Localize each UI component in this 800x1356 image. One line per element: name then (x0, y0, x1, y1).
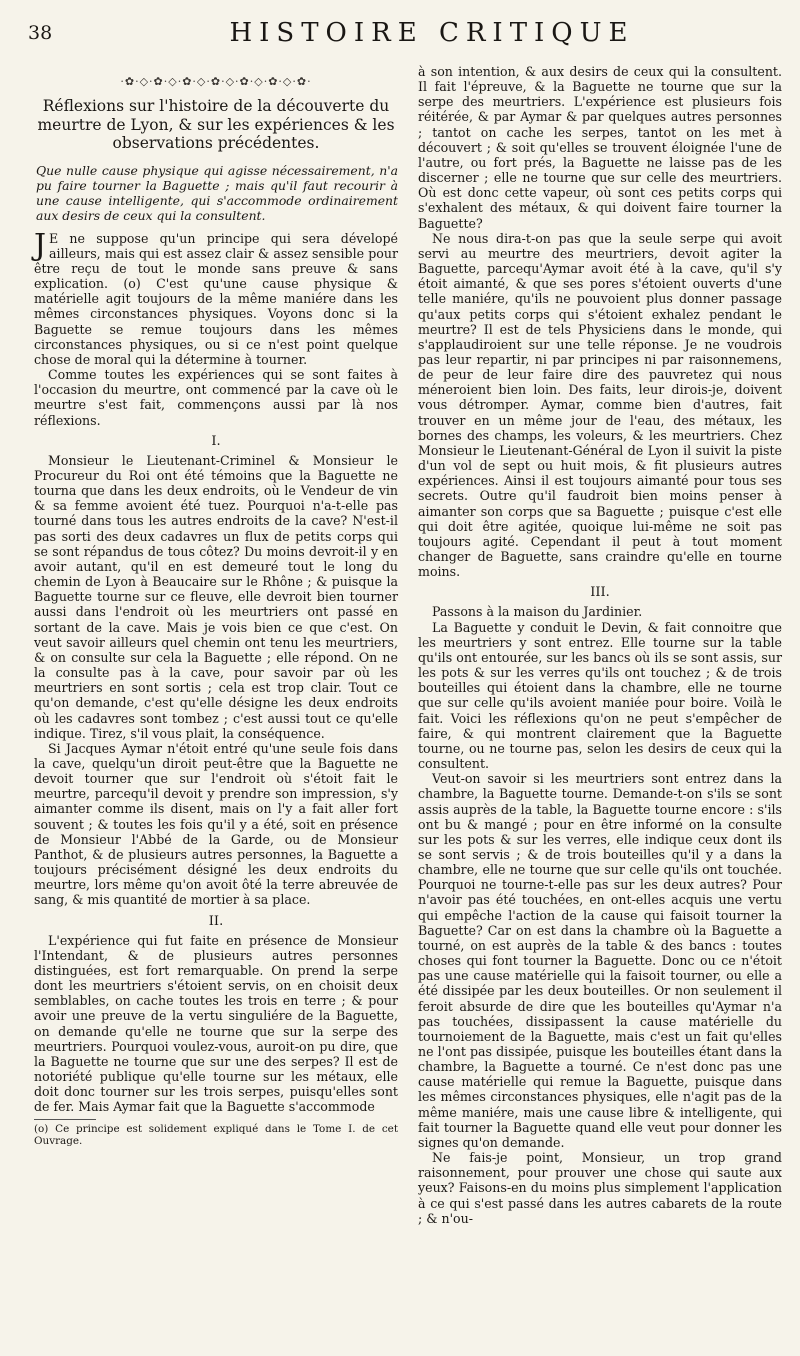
running-head (28, 14, 780, 48)
paragraph: à son intention, & aux desirs de ceux qui la consultent. Il fait l'épreuve, & la Baguette ne tourne que sur la serpe des meurtriers. L'expérience est plusieurs fois réitérée, & par Aymar & par quelques autres personnes ; tantot on cache les serpes, tantot on les met à découvert ; & soit qu'elles se trouvent éloignée l'une de l'autre, ou fort prés, la Baguette ne laisse pas de les discerner ; elle ne tourne que sur celle des meurtriers. Où est donc cette vapeur, où sont ces petits corps qui s'exhalent des métaux, & qui doivent faire tourner la Baguette? (418, 64, 782, 231)
section-heading: Réflexions sur l'histoire de la découverte du meurtre de Lyon, & sur les expériences & les observations précédentes. (37, 97, 395, 153)
footnote: (o) Ce principe est solidement expliqué dans le Tome I. de cet Ouvrage. (34, 1122, 398, 1148)
page-number: 38 (28, 22, 53, 44)
paragraph: L'expérience qui fut faite en présence de Monsieur l'Intendant, & de plusieurs autres personnes distinguées, est fort remarquable. On prend la serpe dont les meurtriers s'étoient servis, on en choisit deux semblables, on cache toutes les trois en terre ; & pour avoir une preuve de la vertu singuliére de la Baguette, on demande qu'elle ne tourne que sur la serpe des meurtriers. Pourquoi voulez-vous, auroit-on pu dire, que la Baguette ne tourne que sur une des serpes? Il est de notoriété publique qu'elle tourne sur les métaux, elle doit donc tourner sur les trois serpes, puisqu'elles sont de fer. Mais Aymar fait que la Baguette s'accommode (34, 932, 398, 1115)
paragraph: Si Jacques Aymar n'étoit entré qu'une seule fois dans la cave, quelqu'un diroit peut-être que la Baguette ne devoit tourner que sur l'endroit où s'étoit fait le meurtre, parcequ'il devoit y prendre son impression, s'y aimanter comme ils disent, mais on l'y a fait aller fort souvent ; & toutes les fois qu'il y a été, soit en présence de Monsieur l'Abbé de la Garde, ou de Monsieur Panthot, & de plusieurs autres personnes, la Baguette a toujours précisément désigné les deux endroits du meurtre, lors même qu'on avoit ôté la terre abreuvée de sang, & mis quantité de mortier à sa place. (34, 740, 398, 908)
drop-cap: J (34, 227, 47, 263)
paragraph: Veut-on savoir si les meurtriers sont entrez dans la chambre, la Baguette tourne. Demande-t-on s'ils se sont assis auprès de la table, la Baguette tourne encore : s'ils ont bu & mangé ; pour en être informé on la consulte sur les pots & sur les verres, elle indique ceux dont ils se sont servis ; & de trois bouteilles qu'il y a dans la chambre, elle ne tourne que sur celle qu'ils ont touchée. Pourquoi ne tourne-t-elle pas sur les deux autres? Pour n'avoir pas été touchées, en ont-elles acquis une vertu qui empêche l'action de la cause qui faisoit tourner la Baguette? Car on est dans la chambre où la Baguette a tourné, on est auprès de la table & des bancs : toutes choses qui font tourner la Baguette. Donc ou ce n'étoit pas une cause matérielle qui la faisoit tourner, ou elle a été dissipée par les deux bouteilles. Or non seulement il feroit absurde de dire que les bouteilles qu'Aymar n'a pas touchées, dissipassent la cause matérielle du tournoiement de la Baguette, mais c'est un fait qu'elles ne l'ont pas dissipée, puisque les bouteilles étant dans la chambre, la Baguette a tourné. Ce n'est donc pas une cause matérielle qui remue la Baguette, puisque dans les mêmes circonstances physiques, elle n'agit pas de la même maniére, mais une cause libre & intelligente, qui fait tourner la Baguette quand elle veut pour donner les signes qu'on demande. (418, 771, 782, 1150)
paragraph: Monsieur le Lieutenant-Criminel & Monsieur le Procureur du Roi ont été témoins que la Baguette ne tourna que dans les deux endroits, où le Vendeur de vin & sa femme avoient été tuez. Pourquoi n'a-t-elle pas tourné dans tous les autres endroits de la cave? N'est-il pas sorti des deux cadavres un flux de petits corps qui se sont répandus de tous côtez? Du moins devroit-il y en avoir autant, qu'il en est demeuré tout le long du chemin de Lyon à Beaucaire sur le Rhône ; & puisque la Baguette tourne sur ce fleuve, elle devroit bien tourner aussi dans l'endroit où les meurtriers ont passé en sortant de la cave. Mais je vois bien ce que c'est. On veut savoir ailleurs quel chemin ont tenu les meurtriers, & on consulte sur cela la Baguette ; elle répond. On ne la consulte pas à la cave, pour savoir par où les meurtriers en sont sortis ; cela est trop clair. Tout ce qu'on demande, c'est qu'elle désigne les deux endroits où les cadavres sont tombez ; c'est aussi tout ce qu'elle indique. Tirez, s'il vous plait, la conséquence. (34, 452, 398, 741)
right-column (418, 64, 782, 1226)
paragraph: Comme toutes les expériences qui se sont faites à l'occasion du meurtre, ont commencé par la cave où le meurtre s'est fait, commençons aussi par là nos réflexions. (34, 367, 398, 428)
paragraph: Passons à la maison du Jardinier. (432, 604, 643, 620)
left-column (34, 64, 398, 1148)
paragraph: Ne nous dira-t-on pas que la seule serpe qui avoit servi au meurtre des meurtriers, devoit agiter la Baguette, parcequ'Aymar avoit été à la cave, qu'il s'y étoit aimanté, & que ses pores s'étoient ouverts d'une telle maniére, qu'ils ne pouvoient plus donner passage qu'aux petits corps qui s'étoient exhalez pendant le meurtre? Il est de tels Physiciens dans le monde, qui s'applaudiroient sur une telle réponse. Je ne voudrois pas leur repartir, ni par principes ni par raisonnemens, de peur de leur faire dire des pauvretez qui nous méneroient bien loin. Des faits, leur dirois-je, doivent vous détromper. Aymar, comme bien d'autres, fait trouver en un même jour de l'eau, des métaux, les bornes des champs, les voleurs, & les meurtriers. Chez Monsieur le Lieutenant-Général de Lyon il suivit la piste d'un vol de sept ou huit mois, & fit plusieurs autres expériences. Ainsi il est toujours aimanté pour tous ses secrets. Outre qu'il faudroit bien moins penser à aimanter son corps que sa Baguette ; puisque c'est elle qui doit être agitée, quoique lui-même ne soit pas toujours agité. Cependant il peut à tout moment changer de Baguette, sans craindre qu'elle en tourne moins. (418, 230, 782, 580)
ornament-band: ·✿·◇·✿·◇·✿·◇·✿·◇·✿·◇·✿·◇·✿· (120, 75, 312, 88)
section-numeral: II. (208, 913, 224, 929)
section-numeral: I. (211, 433, 221, 449)
paragraph: Ne fais-je point, Monsieur, un trop grand raisonnement, pour prouver une chose qui saute aux yeux? Faisons-en du moins plus simplement l'application à ce qui s'est passé dans les autres cabarets de la route ; & n'ou- (418, 1150, 782, 1226)
footnote-rule (34, 1119, 96, 1120)
intro-text: E ne suppose qu'un principe qui sera dévelopé ailleurs, mais qui est assez clair & assez sensible pour être reçu de tout le monde sans preuve & sans explication. (o) C'est qu'une cause physique & matérielle agit toujours de la même maniére dans les mêmes circonstances physiques. Voyons donc si la Baguette se remue toujours dans les mêmes circonstances physiques, ou si ce n'est point quelque chose de moral qui la détermine à tourner. (34, 230, 398, 367)
section-summary: Que nulle cause physique qui agisse nécessairement, n'a pu faire tourner la Baguette ; mais qu'il faut recourir à une cause intelligente, qui s'accommode ordinairement aux desirs de ceux qui la consultent. (36, 162, 398, 223)
paragraph (34, 227, 398, 367)
paragraph: La Baguette y conduit le Devin, & fait connoitre que les meurtriers y sont entrez. Elle tourne sur la table qu'ils ont entourée, sur les bancs où ils se sont assis, sur les pots & sur les verres qu'ils ont touchez ; & de trois bouteilles qui étoient dans la chambre, elle ne tourne que sur celle qu'ils avoient maniée pour boire. Voilà le fait. Voici les réflexions qu'on ne peut s'empêcher de faire, & qui montrent clairement que la Baguette tourne, ou ne tourne pas, selon les desirs de ceux qui la consultent. (418, 619, 782, 772)
section-numeral: III. (590, 585, 610, 601)
running-title: HISTOIRE CRITIQUE (229, 18, 635, 48)
